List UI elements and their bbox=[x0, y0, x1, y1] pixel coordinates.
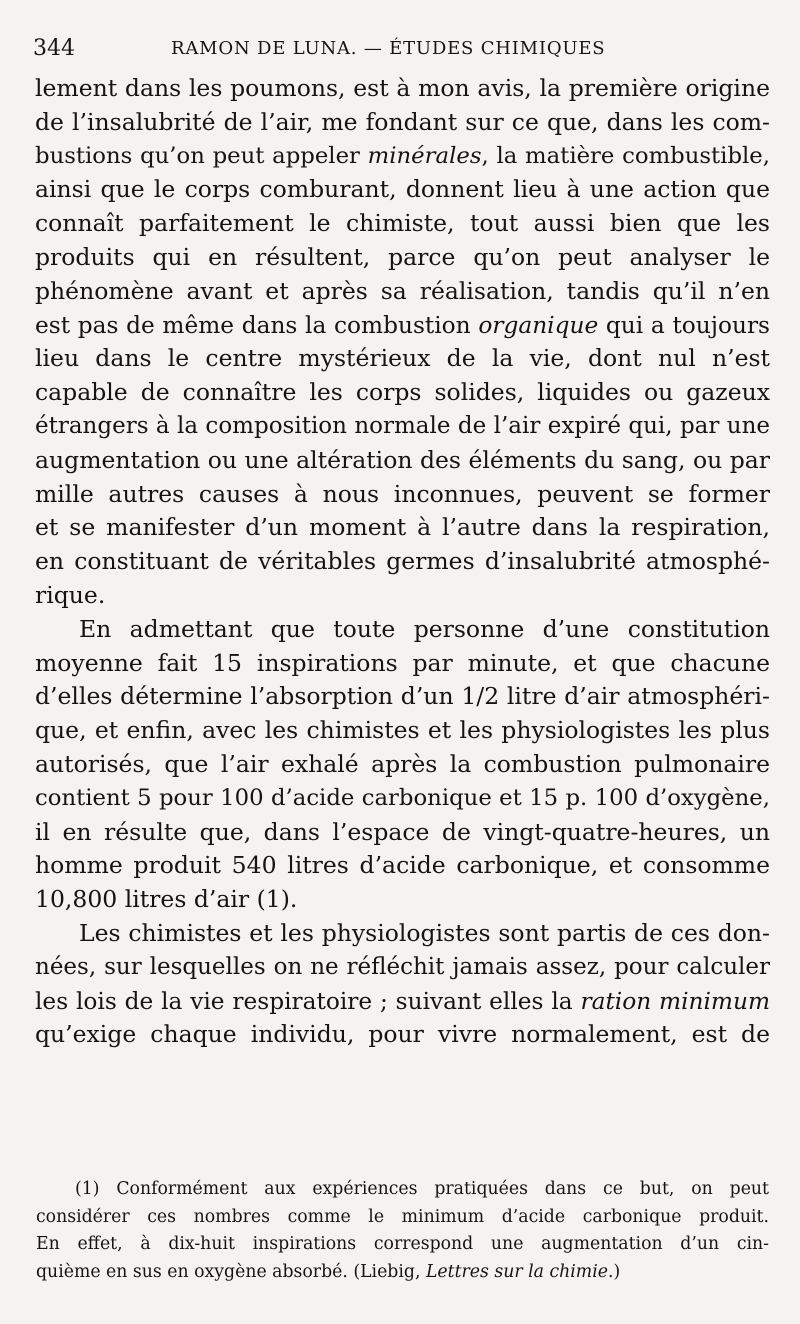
text-run: est pas de même dans la combustion bbox=[35, 311, 479, 339]
page-header bbox=[33, 36, 770, 68]
text-line: qu’exige chaque individu, pour vivre normalement, est de bbox=[35, 1020, 770, 1049]
text-line: Les chimistes et les physiologistes sont partis de ces don- bbox=[79, 918, 770, 947]
text-line: de l’insalubrité de l’air, me fondant sur ce que, dans les com- bbox=[35, 107, 770, 136]
text-line: lement dans les poumons, est à mon avis, la première origine bbox=[35, 74, 770, 102]
footnote-line: En effet, à dix-huit inspirations correspond une augmentation d’un cin- bbox=[36, 1234, 769, 1254]
text-run: qui a toujours bbox=[598, 311, 770, 339]
text-line: homme produit 540 litres d’acide carbonique, et consomme bbox=[35, 851, 770, 880]
text-run: les lois de la vie respiratoire ; suivant elles la bbox=[35, 987, 581, 1015]
footnote-line: considérer ces nombres comme le minimum d’acide carbonique produit. bbox=[36, 1206, 769, 1227]
text-line: que, et enfin, avec les chimistes et les physiologistes les plus bbox=[35, 716, 770, 745]
italic-run: organique bbox=[478, 311, 599, 339]
text-line bbox=[35, 985, 770, 1019]
text-line: augmentation ou une altération des éléments du sang, ou par bbox=[35, 445, 770, 474]
page-number: 344 bbox=[33, 36, 75, 61]
text-line: contient 5 pour 100 d’acide carbonique et 15 p. 100 d’oxygène, bbox=[35, 784, 770, 811]
text-line: produits qui en résultent, parce qu’on peut analyser le bbox=[35, 242, 770, 271]
text-line: nées, sur lesquelles on ne réfléchit jamais assez, pour calculer bbox=[35, 953, 770, 980]
text-line: étrangers à la composition normale de l’air expiré qui, par une bbox=[35, 412, 770, 439]
footnote-line bbox=[36, 1259, 769, 1287]
text-line: 10,800 litres d’air (1). bbox=[35, 885, 298, 914]
italic-run: minérales bbox=[367, 142, 482, 169]
footnote-line: (1) Conformément aux expériences pratiquées dans ce but, on peut bbox=[75, 1179, 769, 1199]
text-line bbox=[35, 309, 770, 343]
text-line: et se manifester d’un moment à l’autre dans la respiration, bbox=[35, 513, 770, 542]
text-line: moyenne fait 15 inspirations par minute, et que chacune bbox=[35, 648, 770, 677]
text-run: bustions qu’on peut appeler bbox=[35, 142, 368, 169]
italic-run: Lettres sur la chimie bbox=[425, 1261, 608, 1282]
italic-run: ration minimum bbox=[580, 987, 770, 1015]
text-line: capable de connaître les corps solides, liquides ou gazeux bbox=[35, 378, 770, 407]
text-line: ainsi que le corps comburant, donnent lieu à une action que bbox=[35, 175, 770, 204]
paragraph bbox=[35, 72, 770, 613]
text-run: , la matière combustible, bbox=[481, 142, 770, 169]
text-line: phénomène avant et après sa réalisation, tandis qu’il n’en bbox=[35, 276, 770, 305]
text-run: .) bbox=[607, 1261, 621, 1282]
text-line: autorisés, que l’air exhalé après la combustion pulmonaire bbox=[35, 749, 770, 778]
text-line: lieu dans le centre mystérieux de la vie, dont nul n’est bbox=[35, 344, 770, 373]
paragraph bbox=[35, 917, 770, 1052]
footnote bbox=[36, 1176, 769, 1286]
text-line: en constituant de véritables germes d’insalubrité atmosphé- bbox=[35, 547, 770, 576]
text-line: il en résulte que, dans l’espace de vingt-quatre-heures, un bbox=[35, 817, 770, 846]
paragraph bbox=[35, 613, 770, 917]
text-line bbox=[35, 140, 770, 174]
text-line: rique. bbox=[35, 580, 106, 609]
running-head: RAMON DE LUNA. — ÉTUDES CHIMIQUES bbox=[171, 38, 606, 59]
text-line: En admettant que toute personne d’une constitution bbox=[79, 614, 770, 643]
body-text bbox=[35, 72, 770, 1052]
text-line: connaît parfaitement le chimiste, tout aussi bien que les bbox=[35, 209, 770, 238]
text-line: mille autres causes à nous inconnues, peuvent se former bbox=[35, 479, 770, 508]
text-line: d’elles détermine l’absorption d’un 1/2 litre d’air atmosphéri- bbox=[35, 682, 770, 711]
text-run: quième en sus en oxygène absorbé. (Liebig, bbox=[36, 1261, 426, 1282]
